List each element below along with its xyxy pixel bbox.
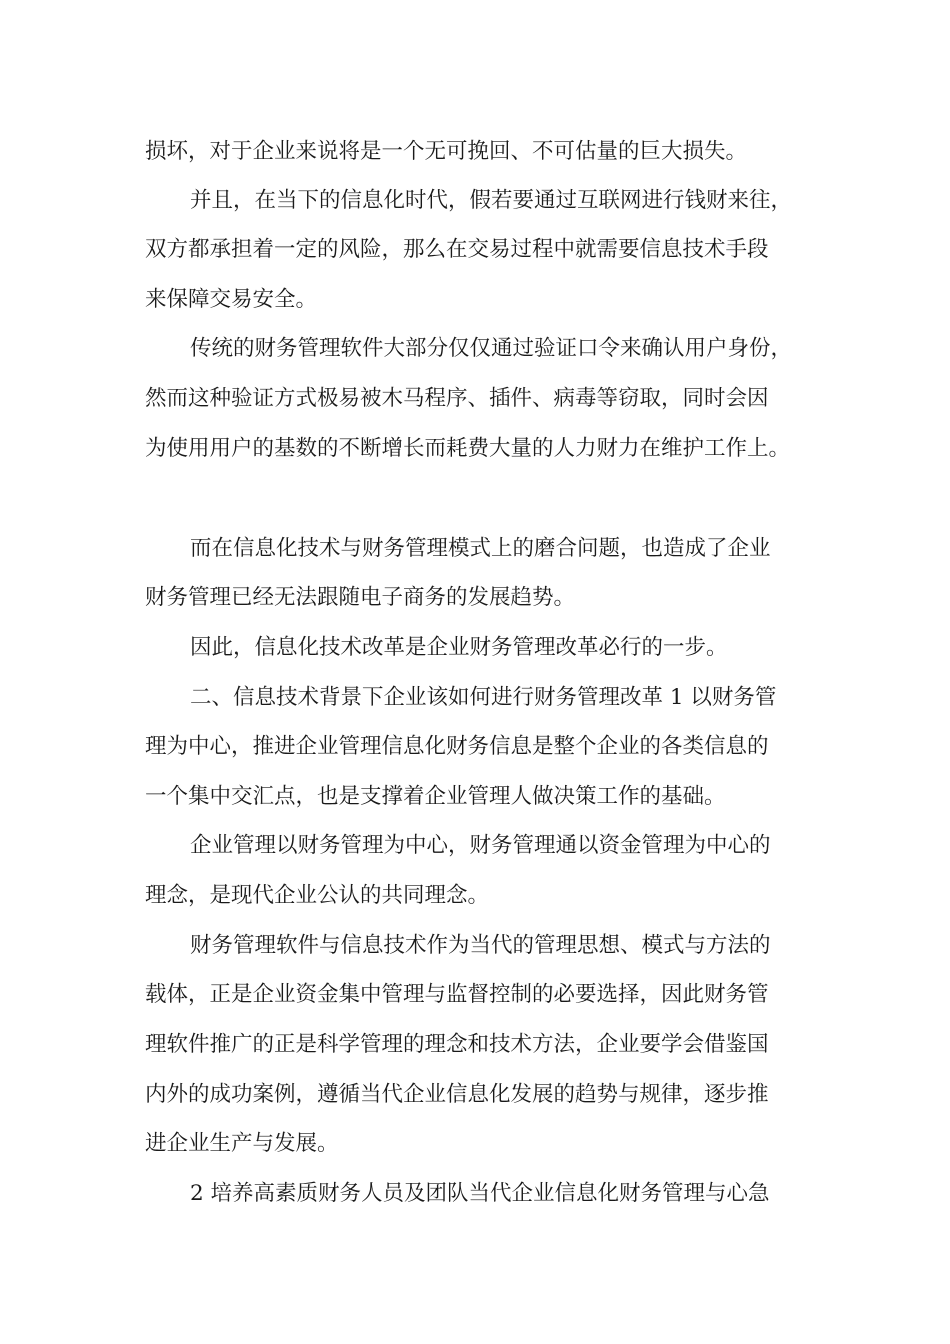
paragraph-start-line: 2 培养高素质财务人员及团队当代企业信息化财务管理与心急 (190, 1181, 770, 1206)
text-line: 理念，是现代企业公认的共同理念。 (145, 883, 490, 908)
paragraph-start-line: 企业管理以财务管理为中心，财务管理通以资金管理为中心的 (190, 833, 771, 858)
text-line: 内外的成功案例，遵循当代企业信息化发展的趋势与规律，逐步推 (145, 1082, 769, 1107)
text-line: 理为中心，推进企业管理信息化财务信息是整个企业的各类信息的 (145, 734, 769, 759)
text-line: 进企业生产与发展。 (145, 1131, 339, 1156)
paragraph-start-line: 而在信息化技术与财务管理模式上的磨合问题，也造成了企业 (190, 536, 771, 561)
text-line: 为使用用户的基数的不断增长而耗费大量的人力财力在维护工作上。 (145, 436, 791, 461)
text-line: 财务管理已经无法跟随电子商务的发展趋势。 (145, 585, 576, 610)
paragraph-start-line: 财务管理软件与信息技术作为当代的管理思想、模式与方法的 (190, 933, 771, 958)
paragraph-start-line: 因此，信息化技术改革是企业财务管理改革必行的一步。 (190, 635, 728, 660)
paragraph-start-line: 二、信息技术背景下企业该如何进行财务管理改革 1 以财务管 (190, 685, 777, 710)
text-line: 来保障交易安全。 (145, 287, 318, 312)
paragraph-start-line: 传统的财务管理软件大部分仅仅通过验证口令来确认用户身份， (190, 336, 793, 361)
text-line: 理软件推广的正是科学管理的理念和技术方法，企业要学会借鉴国 (145, 1032, 769, 1057)
text-line: 损坏，对于企业来说将是一个无可挽回、不可估量的巨大损失。 (145, 139, 748, 164)
text-line: 载体，正是企业资金集中管理与监督控制的必要选择，因此财务管 (145, 982, 769, 1007)
text-line: 然而这种验证方式极易被木马程序、插件、病毒等窃取，同时会因 (145, 386, 769, 411)
paragraph-start-line: 并且，在当下的信息化时代，假若要通过互联网进行钱财来往， (190, 188, 793, 213)
text-line: 双方都承担着一定的风险，那么在交易过程中就需要信息技术手段 (145, 237, 769, 262)
text-line: 一个集中交汇点，也是支撑着企业管理人做决策工作的基础。 (145, 784, 726, 809)
